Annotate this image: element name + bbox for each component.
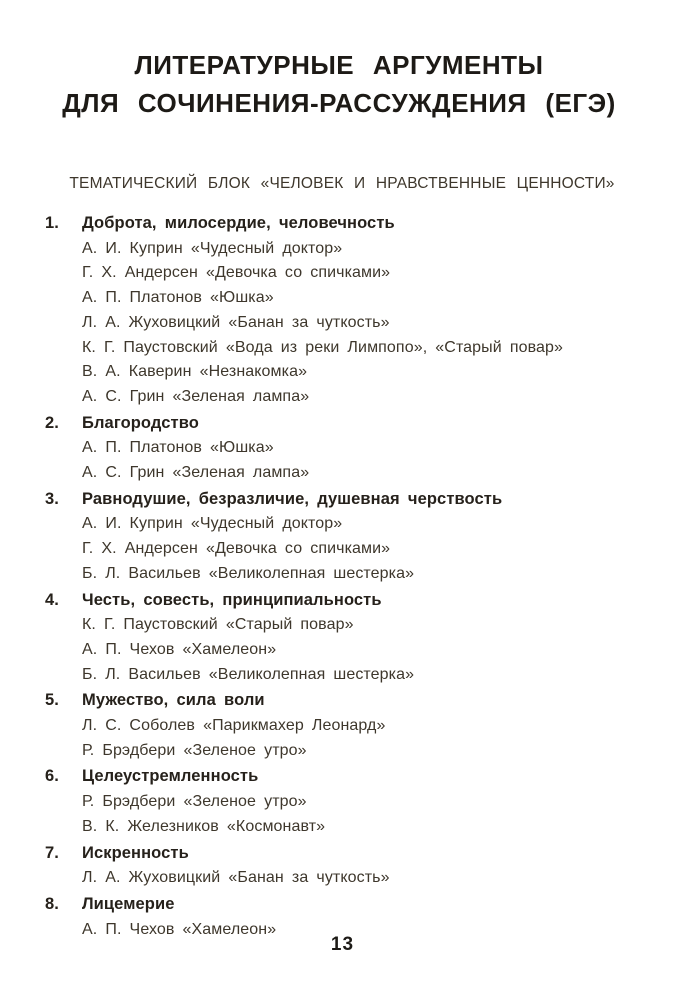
- section-title: Благородство: [82, 413, 199, 432]
- work-item: Г. Х. Андерсен «Девочка со спичками»: [82, 540, 391, 558]
- work-item: А. И. Куприн «Чудесный доктор»: [82, 515, 343, 533]
- section: [45, 588, 627, 689]
- work-item: А. П. Платонов «Юшка»: [82, 439, 274, 457]
- page-number: 13: [330, 934, 355, 955]
- work-item: А. П. Платонов «Юшка»: [82, 289, 274, 307]
- works-list: [82, 789, 627, 840]
- section-title: Равнодушие, безразличие, душевная черствость: [82, 489, 503, 508]
- section: [45, 764, 627, 840]
- work-item: В. К. Железников «Космонавт»: [82, 817, 326, 835]
- works-list: [82, 511, 627, 587]
- section-title: Целеустремленность: [82, 767, 259, 786]
- section-heading: [45, 688, 627, 713]
- section-heading: [45, 588, 627, 613]
- section-number: 2.: [45, 413, 59, 432]
- section-number: 6.: [45, 767, 59, 786]
- work-item: Б. Л. Васильев «Великолепная шестерка»: [82, 564, 415, 582]
- work-item: Б. Л. Васильев «Великолепная шестерка»: [82, 665, 415, 683]
- section-number: 8.: [45, 894, 59, 913]
- section-title: Мужество, сила воли: [82, 691, 265, 710]
- section-heading: [45, 892, 627, 917]
- section-title: Честь, совесть, принципиальность: [82, 590, 382, 609]
- section-number: 1.: [45, 214, 59, 232]
- work-item: Л. А. Жуховицкий «Банан за чуткость»: [82, 869, 390, 887]
- work-item: А. П. Чехов «Хамелеон»: [82, 920, 277, 938]
- section-heading: [45, 411, 627, 436]
- section-title: Лицемерие: [82, 894, 175, 913]
- work-item: А. С. Грин «Зеленая лампа»: [82, 387, 310, 405]
- work-item: В. А. Каверин «Незнакомка»: [82, 363, 308, 381]
- section-title: Искренность: [82, 843, 189, 862]
- sections-list: [45, 211, 627, 943]
- work-item: Л. А. Жуховицкий «Банан за чуткость»: [82, 313, 390, 331]
- page-title: [51, 46, 627, 122]
- work-item: А. П. Чехов «Хамелеон»: [82, 640, 277, 658]
- section: [45, 688, 627, 764]
- works-list: [82, 435, 627, 486]
- section-heading: [45, 487, 627, 512]
- work-item: К. Г. Паустовский «Старый повар»: [82, 616, 354, 634]
- section: [45, 411, 627, 487]
- work-item: А. С. Грин «Зеленая лампа»: [82, 464, 310, 482]
- work-item: К. Г. Паустовский «Вода из реки Лимпопо», «Старый повар»: [82, 338, 564, 356]
- section: [45, 211, 627, 411]
- work-item: Р. Брэдбери «Зеленое утро»: [82, 741, 307, 759]
- works-list: [82, 713, 627, 764]
- work-item: Р. Брэдбери «Зеленое утро»: [82, 793, 307, 811]
- section-heading: [45, 764, 627, 789]
- works-list: [82, 236, 627, 411]
- section-number: 4.: [45, 590, 59, 609]
- section-number: 7.: [45, 843, 59, 862]
- page-title-line1: ЛИТЕРАТУРНЫЕ АРГУМЕНТЫ: [134, 50, 544, 80]
- section-number: 5.: [45, 691, 59, 710]
- work-item: Л. С. Соболев «Парикмахер Леонард»: [82, 717, 386, 735]
- thematic-block-subtitle: ТЕМАТИЧЕСКИЙ БЛОК «ЧЕЛОВЕК И НРАВСТВЕННЫЕ ЦЕННОСТИ»: [69, 175, 615, 192]
- section-heading: [45, 841, 627, 866]
- work-item: А. И. Куприн «Чудесный доктор»: [82, 239, 343, 257]
- section-heading: [45, 211, 627, 236]
- section-number: 3.: [45, 489, 59, 508]
- work-item: Г. Х. Андерсен «Девочка со спичками»: [82, 264, 391, 282]
- works-list: [82, 612, 627, 688]
- section-title: Доброта, милосердие, человечность: [82, 214, 395, 232]
- section: [45, 841, 627, 892]
- works-list: [82, 865, 627, 892]
- section: [45, 487, 627, 588]
- page-title-line2: ДЛЯ СОЧИНЕНИЯ-РАССУЖДЕНИЯ (ЕГЭ): [62, 88, 616, 118]
